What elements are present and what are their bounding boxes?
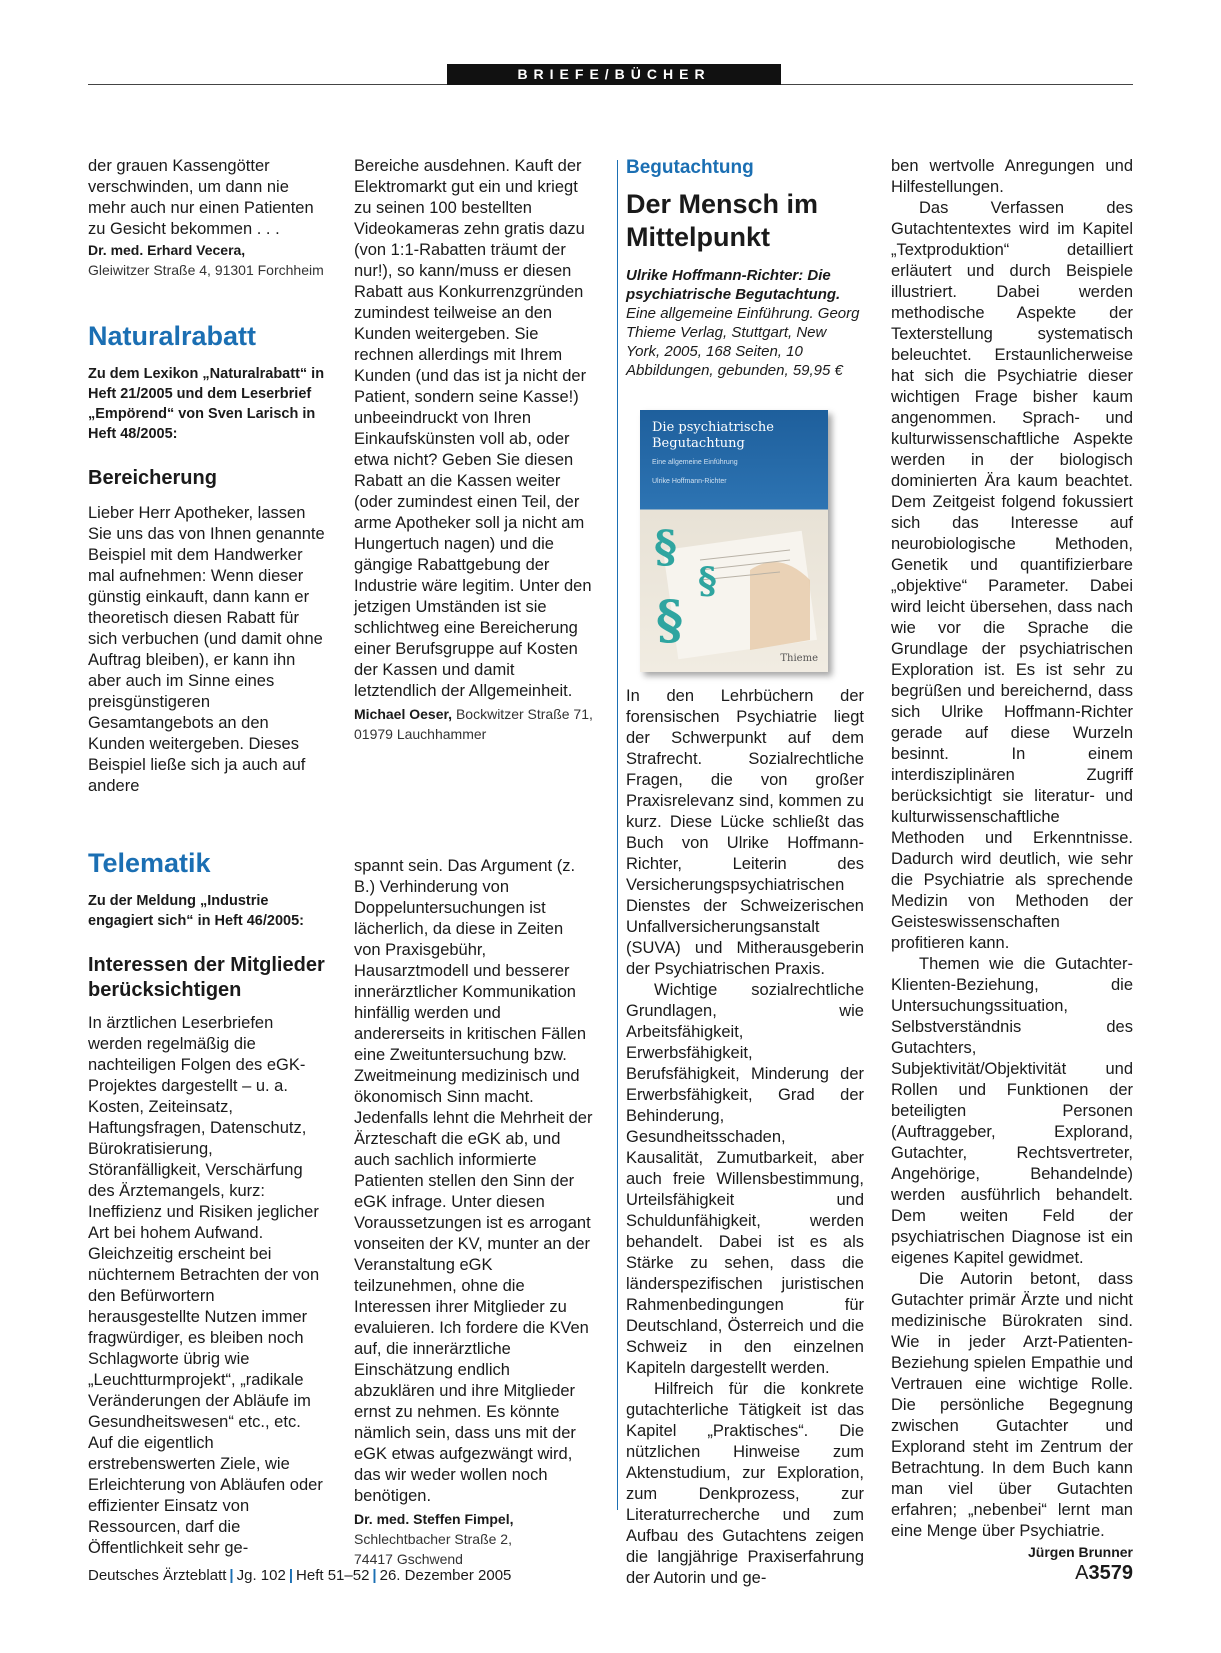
- signature-name: Dr. med. Erhard Vecera,: [88, 242, 246, 258]
- signature-fimpel: [354, 1509, 594, 1569]
- review-paragraph-2: Wichtige sozialrechtliche Grundlagen, wie Arbeitsfähigkeit, Erwerbsfähigkeit, Berufsfähigkeit, Minderung der Erwerbsfähigkeit, Grad der Behinderung, Gesundheitsschaden, Kausalität, Zumutbarkeit, aber auch freie Willensbestimmung, Urteilsfähigkeit und Schuldunfähigkeit, werden behandelt. Dabei ist es als Stärke zu sehen, dass die länderspezifischen juristischen Rahmenbedingungen für Deutschland, Österreich und die Schweiz in den einzelnen Kapiteln dargestellt werden.: [626, 981, 864, 1377]
- paragraph-symbol-icon: §: [698, 560, 717, 602]
- letter-bereicherung: Lieber Herr Apotheker, lassen Sie uns das von Ihnen genannte Beispiel mit dem Handwerker mal aufnehmen: Wenn dieser günstig einkauft, dann kann er theoretisch diesen Rabatt für sich verbuchen (und damit ohne Auftrag bleiben), er kann ihn aber auch im Sinne eines preisgünstigeren Gesamtangebots an den Kunden weitergeben. Dieses Beispiel ließe sich ja auch auf andere: [88, 504, 325, 795]
- review-paragraph-6: Themen wie die Gutachter-Klienten-Beziehung, die Untersuchungssituation, Selbstverständnis des Gutachters, Subjektivität/Objektivität und Rollen und Funktionen der beteiligten Personen (Auftraggeber, Explorand, Gutachter, Rechtsvertreter, Angehörige, Behandelnde) werden ausführlich behandelt. Dem weiten Feld der psychiatrischen Diagnose ist ein eigenes Kapitel gewidmet.: [891, 955, 1133, 1267]
- footer-journal: Deutsches Ärzteblatt: [88, 1567, 227, 1584]
- review-paragraph-7-text: Die Autorin betont, dass Gutachter primär Ärzte und nicht medizinische Bürokraten sind. Wie in jeder Arzt-Patienten-Beziehung spielen Empathie und Vertrauen eine wichtige Rolle. Die persönliche Begegnung zwischen Gutachter und Explorand steht im Zentrum der Betrachtung. In dem Buch kann man viel über Gutachten erfahren; „nebenbei“ lernt man eine Menge über Psychiatrie.: [891, 1270, 1133, 1540]
- signature-vecera: [88, 240, 328, 280]
- reference-telematik: Zu der Meldung „Industrie engagiert sich“ in Heft 46/2005:: [88, 893, 304, 929]
- paragraph-symbol-icon: §: [656, 590, 684, 651]
- cover-author: Ulrike Hoffmann-Richter: [652, 478, 727, 485]
- paragraph-symbol-icon: §: [654, 522, 678, 573]
- footer-citation: Deutsches Ärzteblatt | Jg. 102 | Heft 51–52 | 26. Dezember 2005: [88, 1567, 512, 1584]
- footer-issue: Heft 51–52: [296, 1567, 370, 1584]
- heading-interessen: Interessen der Mitglieder berücksichtigen: [88, 954, 325, 1001]
- letter-bereicherung-continuation: Bereiche ausdehnen. Kauft der Elektromarkt gut ein und kriegt zu seinen 100 bestellten Videokameras zehn gratis dazu (von 1:1-Rabatten träumt der nur!), so kann/muss er diesen Rabatt aus Konkurrenzgründen zumindest teilweise an den Kunden weitergeben. Sie rechnen allerdings mit Ihrem Kunden (und das ist ja nicht der Patient, sondern seine Kasse!) unbeeindruckt von Ihren Einkaufskünsten voll ab, oder etwa nicht? Geben Sie diesen Rabatt an die Kassen weiter (oder zumindest einen Teil, der arme Apotheker soll ja nicht am Hungertuch nagen) und die gängige Rabattgebung der Industrie wäre legitim. Unter den jetzigen Umständen ist sie schlichtweg eine Bereicherung einer Berufsgruppe auf Kosten der Kassen und damit letztendlich der Allgemeinheit.: [354, 157, 592, 700]
- signature-address-line1: Schlechtbacher Straße 2,: [354, 1531, 512, 1547]
- review-title: Der Mensch im Mittelpunkt: [626, 189, 819, 252]
- page-prefix: A: [1075, 1562, 1089, 1584]
- review-paragraph-1: In den Lehrbüchern der forensischen Psychiatrie liegt der Schwerpunkt auf dem Strafrecht. Sozialrechtliche Fragen, die von großer Praxisrelevanz sind, kommen zu kurz. Diese Lücke schließt das Buch von Ulrike Hoffmann-Richter, Leiterin des Versicherungspsychiatrischen Dienstes der Schweizerischen Unfallversicherungsanstalt (SUVA) und Mitherausgeberin der Psychiatrischen Praxis.: [626, 687, 864, 978]
- heading-bereicherung: Bereicherung: [88, 467, 217, 489]
- signature-oeser: [354, 704, 594, 744]
- column-divider: [617, 160, 618, 1510]
- column-3-body: [626, 686, 864, 1589]
- bibliography: [626, 266, 864, 380]
- signature-name: Dr. med. Steffen Fimpel,: [354, 1511, 514, 1527]
- bibliography-details: Eine allgemeine Einführung. Georg Thieme Verlag, Stuttgart, New York, 2005, 168 Seiten, 10 Abbildungen, gebunden, 59,95 €: [626, 305, 860, 379]
- signature-name: Michael Oeser,: [354, 706, 453, 722]
- reference-naturalrabatt: Zu dem Lexikon „Naturalrabatt“ in Heft 21/2005 und dem Leserbrief „Empörend“ von Sven Larisch in Heft 48/2005:: [88, 366, 325, 442]
- column-3: [626, 156, 864, 380]
- footer-volume: Jg. 102: [236, 1567, 286, 1584]
- section-header: BRIEFE/BÜCHER: [447, 64, 781, 85]
- reviewer-name: Jürgen Brunner: [1027, 1544, 1133, 1560]
- review-paragraph-7: [891, 1269, 1133, 1560]
- bibliography-author-title: Ulrike Hoffmann-Richter: Die psychiatrische Begutachtung.: [626, 267, 841, 303]
- column-1: [88, 156, 328, 1559]
- review-topic: Begutachtung: [626, 157, 754, 178]
- signature-address: Bockwitzer Straße 71, 01979 Lauchhammer: [354, 706, 593, 742]
- signature-address-line2: 74417 Gschwend: [354, 1551, 463, 1567]
- cover-title: Die psychiatrische Begutachtung: [652, 420, 774, 451]
- letter-interessen: In ärztlichen Leserbriefen werden regelmäßig die nachteiligen Folgen des eGK-Projektes dargestellt – u. a. Kosten, Zeiteinsatz, Haftungsfragen, Datenschutz, Bürokratisierung, Störanfälligkeit, Verschärfung des Ärztemangels, kurz: Ineffizienz und Risiken jeglicher Art bei hohem Aufwand. Gleichzeitig erscheint bei nüchternem Betrachten der von den Befürwortern herausgestellte Nutzen immer fragwürdiger, es bleiben noch Schlagworte übrig wie „Leuchtturmprojekt“, „radikale Veränderungen der Abläufe im Gesundheitswesen“ etc., etc. Auf die eigentlich erstrebenswerten Ziele, wie Erleichterung von Abläufen oder effizienter Einsatz von Ressourcen, darf die Öffentlichkeit sehr ge-: [88, 1014, 323, 1557]
- column-2: [354, 156, 594, 744]
- column-2-lower: [354, 856, 594, 1569]
- heading-telematik: Telematik: [88, 848, 211, 878]
- signature-address: Gleiwitzer Straße 4, 91301 Forchheim: [88, 262, 324, 278]
- column-4: [891, 156, 1133, 1563]
- footer-date: 26. Dezember 2005: [379, 1567, 512, 1584]
- page-number: [1075, 1562, 1133, 1585]
- review-paragraph-4: ben wertvolle Anregungen und Hilfestellungen.: [891, 157, 1133, 196]
- review-paragraph-3: Hilfreich für die konkrete gutachterliche Tätigkeit ist das Kapitel „Praktisches“. Die nützlichen Hinweise zum Aktenstudium, zur Exploration, zum Denkprozess, zur Literaturrecherche und zum Aufbau des Gutachtens zeigen die langjährige Praxiserfahrung der Autorin und ge-: [626, 1380, 864, 1587]
- page-number-value: 3579: [1088, 1562, 1133, 1584]
- letter-continuation: der grauen Kassengötter verschwinden, um dann nie mehr auch nur einen Patienten zu Gesicht bekommen . . .: [88, 157, 314, 238]
- letter-interessen-continuation: spannt sein. Das Argument (z. B.) Verhinderung von Doppeluntersuchungen ist lächerlich, da diese in Zeiten von Praxisgebühr, Hausarztmodell und besserer innerärztlicher Kommunikation hinfällig werden und andererseits in kritischen Fällen eine Zweituntersuchung bzw. Zweitmeinung medizinisch und ökonomisch Sinn macht. Jedenfalls lehnt die Mehrheit der Ärzteschaft die eGK ab, und auch sachlich informierte Patienten stellen den Sinn der eGK infrage. Unter diesen Voraussetzungen ist es arrogant vonseiten der KV, munter an der Veranstaltung eGK teilzunehmen, ohne die Interessen ihrer Mitglieder zu evaluieren. Ich fordere die KVen auf, die innerärztliche Einschätzung endlich abzuklären und ihre Mitglieder ernst zu nehmen. Es könnte nämlich sein, dass uns mit der eGK etwas aufgezwängt wird, das wir weder wollen noch benötigen.: [354, 857, 593, 1505]
- review-paragraph-5: Das Verfassen des Gutachtentextes wird im Kapitel „Textproduktion“ detailliert erläutert und durch Beispiele illustriert. Dabei werden methodische Aspekte der Texterstellung systematisch beleuchtet. Erstaunlicherweise hat sich die Psychiatrie dieser wichtigen Frage bisher kaum angenommen. Sprach- und kulturwissenschaftliche Aspekte werden in der biologisch dominierten Ära kaum beachtet. Dem Zeitgeist folgend fokussiert sich das Interesse auf neurobiologische Methoden, Genetik und quantifizierbare „objektive“ Parameter. Dabei wird leicht übersehen, dass nach wie vor die Sprache die Grundlage der psychiatrischen Exploration ist. Es ist sehr zu begrüßen und bereichernd, dass sich Ulrike Hoffmann-Richter gerade auf diese Wurzeln besinnt. In einem interdisziplinären Zugriff berücksichtigt sie literatur- und kulturwissenschaftliche Methoden und Erkenntnisse. Dadurch wird deutlich, wie sehr die Psychiatrie als sprechende Medizin von Methoden der Geisteswissenschaften profitieren kann.: [891, 199, 1133, 952]
- book-cover-image: [640, 410, 828, 672]
- cover-subtitle: Eine allgemeine Einführung: [652, 459, 738, 466]
- heading-naturalrabatt: Naturalrabatt: [88, 321, 257, 351]
- cover-publisher: Thieme: [780, 653, 818, 664]
